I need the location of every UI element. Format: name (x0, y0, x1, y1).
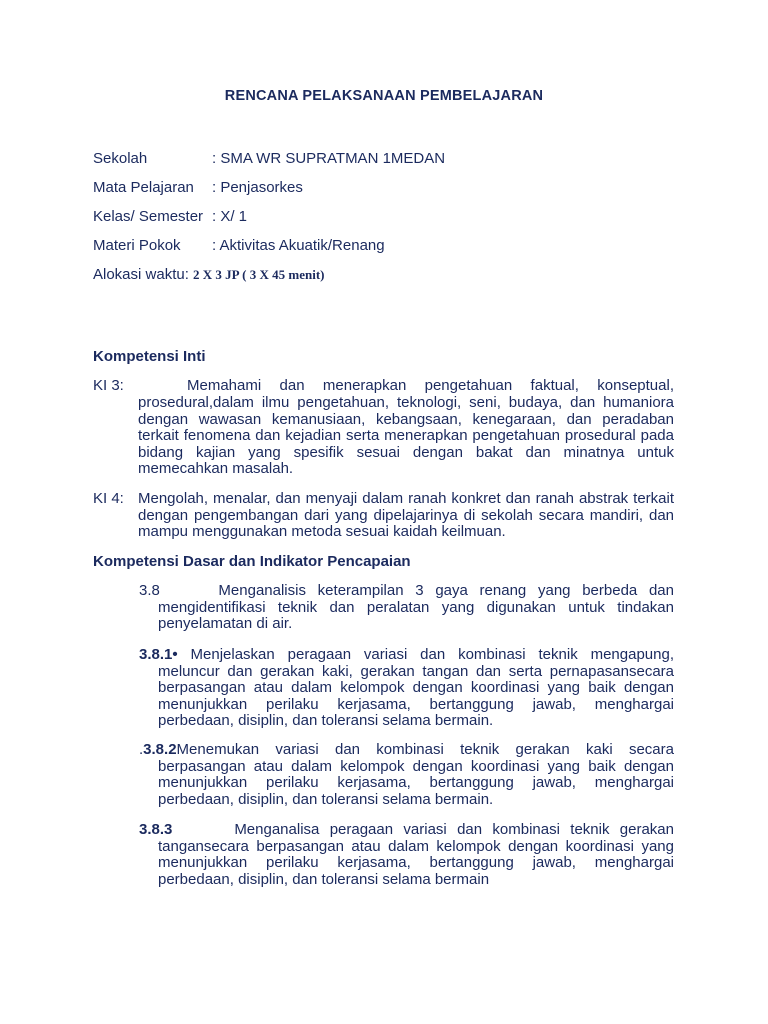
ki3-label: KI 3: (93, 377, 124, 394)
kd-text: Menganalisis keterampilan 3 gaya renang yang berbeda dan mengidentifikasi teknik dan peralatan yang digunakan untuk tindakan penyelamatan di air. (158, 582, 674, 633)
ki4-text: Mengolah, menalar, dan menyaji dalam ranah konkret dan ranah abstrak terkait dengan pengembangan dari yang dipelajarinya di sekolah secara mandiri, dan mampu menggunakan metoda sesuai kaidah keilmuan. (138, 490, 674, 541)
kd-prefix: . (139, 741, 144, 758)
kompetensi-inti-heading: Kompetensi Inti (93, 348, 206, 365)
info-label: Kelas/ Semester (93, 208, 204, 225)
kd-number: 3.8.2 (143, 741, 177, 758)
info-value: : X/ 1 (212, 208, 248, 225)
info-row-sekolah (93, 150, 445, 168)
info-row-mata-pelajaran (93, 179, 303, 197)
kd-text: Menemukan variasi dan kombinasi teknik gerakan kaki secara berpasangan atau dalam kelompok dengan koordinasi yang baik dengan menunjukkan perilaku kerjasama, bertanggung jawab, menghargai perbedaan, disiplin, dan toleransi selama bermain. (158, 741, 674, 808)
kompetensi-dasar-heading: Kompetensi Dasar dan Indikator Pencapaian (93, 553, 411, 570)
info-value: : SMA WR SUPRATMAN 1MEDAN (212, 150, 446, 167)
info-label: Sekolah (93, 150, 148, 167)
info-row-materi-pokok (93, 237, 385, 255)
info-value: : Aktivitas Akuatik/Renang (212, 237, 385, 254)
info-value: : Penjasorkes (212, 179, 303, 196)
kd-number: 3.8 (139, 582, 160, 599)
info-row-alokasi-waktu (93, 266, 324, 284)
kd-3-8-3 (139, 822, 674, 888)
document-title: RENCANA PELAKSANAAN PEMBELAJARAN (224, 88, 544, 104)
info-value: 2 X 3 JP ( 3 X 45 menit) (193, 267, 325, 282)
ki3-text: prosedural,dalam ilmu pengetahuan, teknologi, seni, budaya, dan humaniora dengan wawasan kemanusiaan, kebangsaan, kenegaraan, dan peradaban terkait fenomena dan kejadian serta menerapkan pengetahuan prosedural pada bidang kajian yang spesifik sesuai dengan bakat dan minatnya untuk memecahkan masalah. (138, 394, 674, 478)
info-label: Materi Pokok (93, 237, 181, 254)
ki3-first-line: Memahami dan menerapkan pengetahuan faktual, konseptual, (187, 377, 674, 394)
kd-number: 3.8.3 (139, 821, 173, 838)
kd-3-8-2 (139, 742, 674, 808)
kd-number: 3.8.1• (139, 646, 178, 663)
kd-text: Menjelaskan peragaan variasi dan kombinasi teknik mengapung, meluncur dan gerakan kaki, gerakan tangan dan serta pernapasansecara berpasangan atau dalam kelompok dengan koordinasi yang baik dengan menunjukkan perilaku kerjasama, bertanggung jawab, menghargai perbedaan, disiplin, dan toleransi selama bermain. (158, 646, 674, 730)
kd-3-8-1 (139, 647, 674, 730)
ki4-label: KI 4: (93, 490, 124, 507)
kd-3-8 (139, 583, 674, 633)
kd-text: Menganalisa peragaan variasi dan kombinasi teknik gerakan tangansecara berpasangan atau dalam kelompok dengan koordinasi yang menunjukkan perilaku kerjasama, bertanggung jawab, menghargai perbedaan, disiplin, dan toleransi selama bermain (158, 821, 674, 888)
info-row-kelas-semester (93, 208, 247, 226)
info-label: Alokasi waktu: (93, 266, 194, 283)
info-label: Mata Pelajaran (93, 179, 194, 196)
